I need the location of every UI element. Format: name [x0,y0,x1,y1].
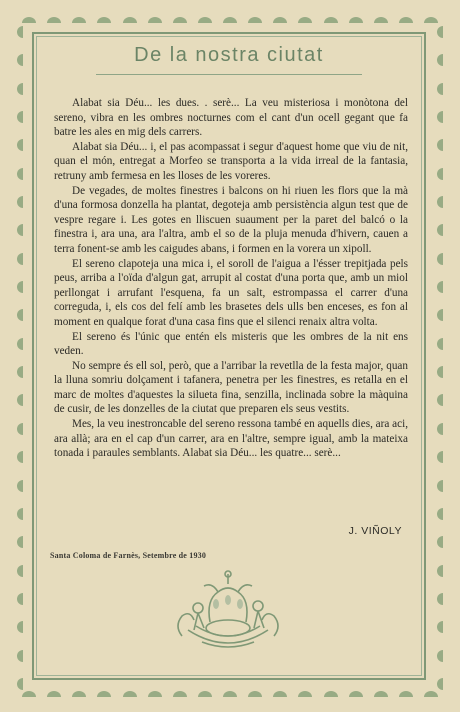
paragraph: De vegades, de moltes finestres i balcons on hi riuen les flors que la mà d'una formosa donzella ha plantat, degoteja amb persistència algun test que de vespre regare i. Les gotes en lliscuen suaument per la paret del balcó o la finestra i, ara una, ara l'altra, amb el so de la pluja menuda d'hivern, cauen a terra fonent-se amb les caigudes abans, i formen en la vorera un xipoll. [54,184,408,255]
paragraph: Alabat sia Déu... les dues. . serè... La veu misteriosa i monòtona del sereno, vibra en les ombres nocturnes com el cant d'un ocell gegant que fa batre les ales en mig dels carrers. [54,97,408,139]
paragraph: Alabat sia Déu... i, el pas acompassat i segur d'aquest home que viu de nit, quan el món, entregat a Morfeo se transporta a la vida irreal de la fantasia, retruny amb fermesa en les lloses de les voreres. [54,140,408,182]
left-ornament-border [14,26,26,690]
bottom-ornament-border [22,688,438,700]
top-ornament-border [22,14,438,26]
author-signature: J. VIÑOLY [348,525,402,537]
decorative-vignette-icon [168,570,288,656]
paragraph: No sempre és ell sol, però, que a l'arribar la revetlla de la festa major, quan la lluna somriu dolçament i tafanera, penetra per les finestres, es retalla en el marc de moltes d'aquestes la silueta fina, senzilla, inclinada sobre la màquina de cusir, de les donzelles de la ciutat que preparen els seus vestits. [54,359,408,416]
paragraph: El sereno clapoteja una mica i, el soroll de l'aigua a l'ésser trepitjada pels peus, arriba a l'oïda d'algun gat, arrupit al costat d'una porta que, amb un miol perllongat i arrufant l'esquena, fa un salt, estrompassa el carrer d'una correguda, i, els cos del felí amb les brasetes dels ulls ben enceses, es fon al moment en qualque forat d'una casa fins que el silenci renaix altra volta. [54,257,408,328]
title-underline [96,74,362,75]
article-title: De la nostra ciutat [134,44,324,66]
article-body [54,96,408,461]
paragraph: Mes, la veu inestroncable del sereno ressona també en aquells dies, ara aci, ara allà; ara en el cap d'un carrer, ara en l'altre, sempre igual, amb la mateixa tonada i paraules semblants. Alabat sia Déu... les quatre... serè... [54,418,408,460]
right-ornament-border [434,26,446,690]
dateline: Santa Coloma de Farnès, Setembre de 1930 [50,551,207,560]
paragraph: El sereno és l'únic que entén els misteris que les ombres de la nit ens veden. [54,330,408,358]
